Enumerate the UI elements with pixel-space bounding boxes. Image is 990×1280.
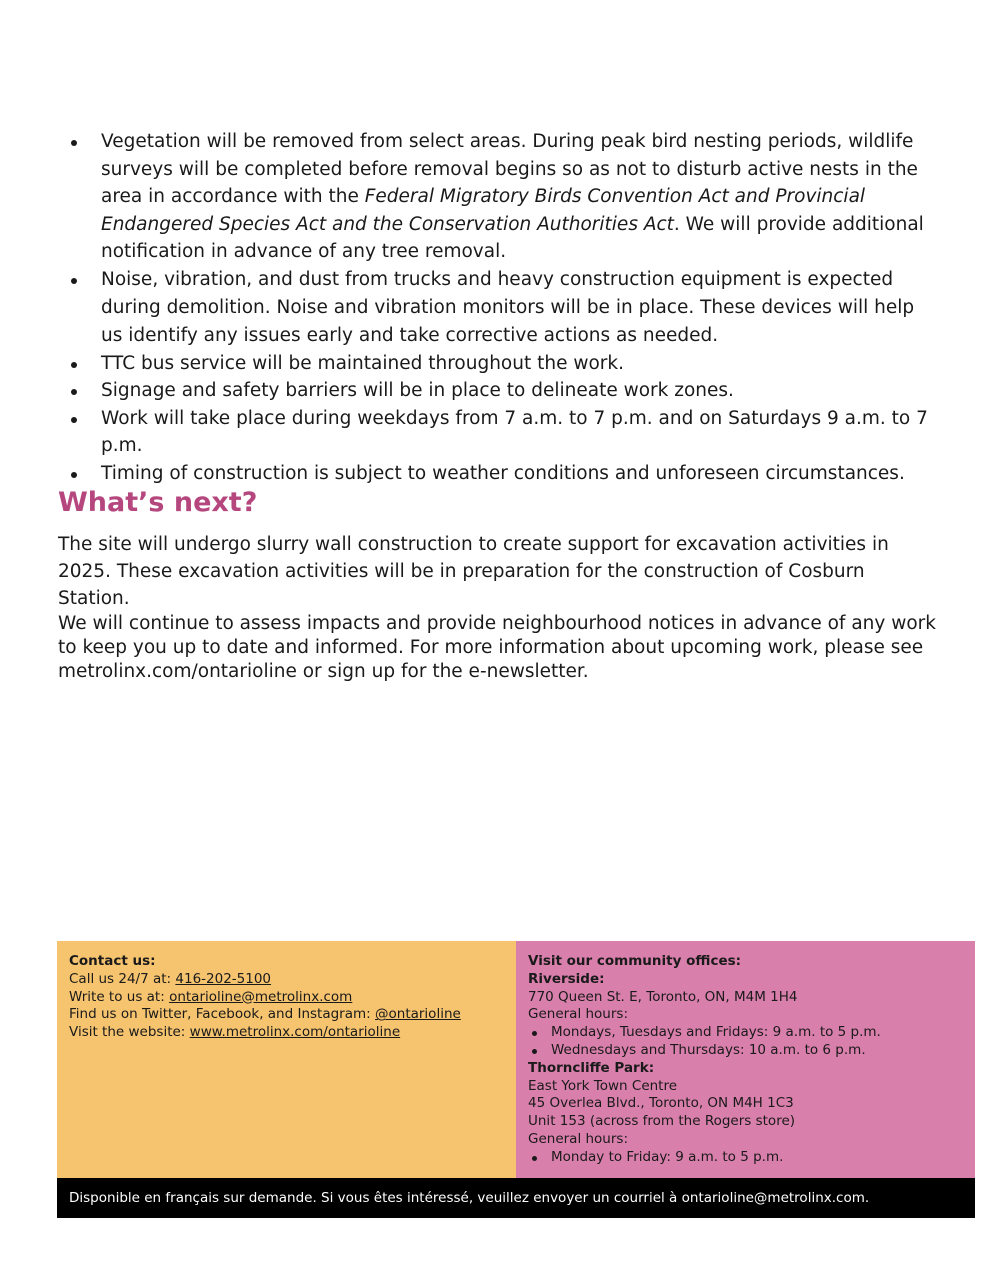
contact-heading: Contact us: — [69, 953, 156, 969]
impacts-paragraph: We will continue to assess impacts and provide neighbourhood notices in advance of any work to keep you up to date and informed. For more information about upcoming work, please see metrolinx.com/ontarioline or sign up for the e-newsletter. — [58, 613, 936, 682]
contact-social-line — [69, 1006, 504, 1024]
bullet-dot — [71, 417, 77, 423]
bullet-dot — [71, 362, 77, 368]
riverside-heading: Riverside: — [528, 970, 605, 987]
email-link[interactable]: ontarioline@metrolinx.com — [169, 988, 353, 1005]
bullet-timing — [58, 460, 938, 488]
whats-next-paragraph: The site will undergo slurry wall construction to create support for excavation activities in 2025. These excavation activities will be in preparation for the construction of Cosburn Station. — [58, 534, 889, 609]
riverside-hours-list — [528, 1024, 963, 1060]
bullet-dot — [71, 389, 77, 395]
hours-item: Mondays, Tuesdays and Fridays: 9 a.m. to 5 p.m. — [528, 1024, 963, 1042]
bullet-dot — [532, 1031, 537, 1036]
bullet-vegetation — [58, 128, 938, 266]
phone-label: Call us 24/7 at: — [69, 970, 176, 987]
community-offices-panel — [516, 941, 975, 1178]
offices-heading: Visit our community offices: — [528, 953, 742, 969]
bullet-text: . We will provide additional notification in advance of any tree removal. — [101, 213, 924, 262]
french-availability-bar: Disponible en français sur demande. Si vous êtes intéressé, veuillez envoyer un courriel à ontarioline@metrolinx.com. — [57, 1178, 975, 1218]
bullet-text: Vegetation will be removed from select areas. During peak bird nesting periods, wildlife surveys will be completed before removal begins so as not to disturb active nests in the area in accordance with the — [101, 131, 918, 207]
contact-phone-line — [69, 971, 504, 989]
thorncliffe-line-3: Unit 153 (across from the Rogers store) — [528, 1113, 796, 1130]
hours-item: Wednesdays and Thursdays: 10 a.m. to 6 p.m. — [528, 1042, 963, 1060]
phone-link[interactable]: 416-202-5100 — [175, 970, 272, 987]
bullet-text: TTC bus service will be maintained throughout the work. — [101, 352, 625, 374]
bullet-text: Work will take place during weekdays from 7 a.m. to 7 p.m. and on Saturdays 9 a.m. to 7 p.m. — [101, 407, 928, 456]
bullet-dot — [71, 472, 77, 478]
contact-info-box — [57, 941, 975, 1218]
website-label: Visit the website: — [69, 1024, 190, 1041]
bullet-dot — [71, 278, 77, 284]
bullet-text: Timing of construction is subject to weather conditions and unforeseen circumstances. — [101, 462, 905, 484]
social-link[interactable]: @ontarioline — [375, 1006, 461, 1023]
bullet-ttc — [58, 350, 938, 378]
bullet-work-hours — [58, 405, 938, 460]
contact-website-line — [69, 1024, 504, 1042]
bullet-noise — [58, 266, 938, 350]
hours-item: Monday to Friday: 9 a.m. to 5 p.m. — [528, 1149, 963, 1167]
thorncliffe-line-1: East York Town Centre — [528, 1077, 678, 1094]
thorncliffe-hours-list — [528, 1149, 963, 1167]
thorncliffe-line-2: 45 Overlea Blvd., Toronto, ON M4H 1C3 — [528, 1095, 794, 1112]
riverside-address: 770 Queen St. E, Toronto, ON, M4M 1H4 — [528, 988, 798, 1005]
contact-us-panel — [57, 941, 516, 1178]
bullet-text: Signage and safety barriers will be in place to delineate work zones. — [101, 380, 734, 401]
whats-next-heading: What’s next? — [58, 487, 258, 518]
website-link[interactable]: www.metrolinx.com/ontarioline — [189, 1024, 401, 1041]
bullet-dot — [532, 1049, 537, 1054]
bullet-dot — [71, 140, 77, 146]
bullet-dot — [532, 1156, 537, 1161]
notice-bullet-list — [58, 128, 938, 487]
thorncliffe-hours-label: General hours: — [528, 1130, 628, 1147]
riverside-hours-label: General hours: — [528, 1006, 628, 1023]
thorncliffe-heading: Thorncliffe Park: — [528, 1059, 655, 1076]
bullet-signage — [58, 377, 938, 405]
contact-email-line — [69, 989, 504, 1007]
bullet-italic-text: Federal Migratory Birds Convention Act and Provincial Endangered Species Act and the Conservation Authorities Act — [101, 186, 866, 235]
email-label: Write to us at: — [69, 988, 170, 1005]
bullet-text: Noise, vibration, and dust from trucks and heavy construction equipment is expected during demolition. Noise and vibration monitors will be in place. These devices will help us identify any issues early and take corrective actions as needed. — [101, 268, 915, 346]
social-label: Find us on Twitter, Facebook, and Instagram: — [69, 1006, 375, 1023]
